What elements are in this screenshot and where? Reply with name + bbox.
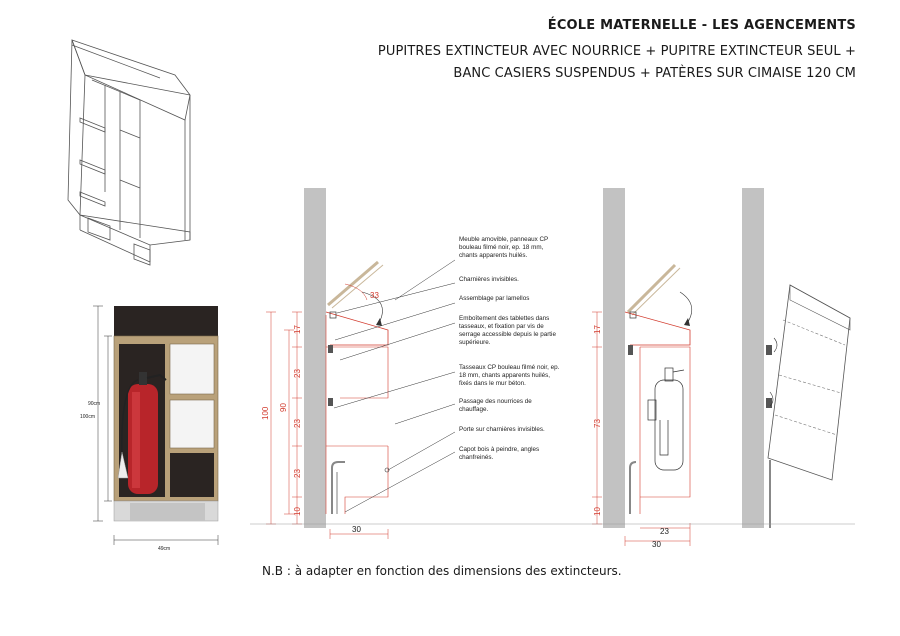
annotation-lamellos: Assemblage par lamellos <box>459 295 530 302</box>
section-casiers <box>742 188 850 528</box>
dim-segment-5: 10 <box>293 507 302 516</box>
angle-dim: 33 <box>370 291 379 300</box>
dim-seul-inner-depth: 23 <box>660 527 669 536</box>
perspective-sketch <box>68 40 190 265</box>
front-dim-width: 49cm <box>158 546 171 552</box>
dim-segment-4: 23 <box>293 469 302 478</box>
subtitle-line-1: PUPITRES EXTINCTEUR AVEC NOURRICE + PUPITRE EXTINCTEUR SEUL + <box>377 44 856 59</box>
footnote: N.B : à adapter en fonction des dimensions des extincteurs. <box>262 564 622 578</box>
dim-segment-3: 23 <box>293 419 302 428</box>
annotation-nourrices: Passage des nourrices de chauffage. <box>459 398 532 413</box>
dim-depth: 30 <box>352 525 361 534</box>
annotation-porte: Porte sur charnières invisibles. <box>459 426 545 433</box>
annotation-meuble: Meuble amovible, panneaux CP bouleau filmé noir, ep. 18 mm, chants apparents huilés. <box>459 236 549 259</box>
annotation-capot: Capot bois à peindre, angles chanfreinés. <box>459 446 540 461</box>
front-dim-overall: 100cm <box>80 414 96 420</box>
dim-segment-2: 23 <box>293 369 302 378</box>
dim-seul-segment-1: 17 <box>593 325 602 334</box>
dim-inner: 90 <box>279 403 288 412</box>
dim-overall: 100 <box>261 406 270 420</box>
dim-seul-depth: 30 <box>652 540 661 549</box>
annotation-charnieres: Charnières invisibles. <box>459 276 519 283</box>
front-dim-inner: 90cm <box>88 401 101 407</box>
section-seul <box>592 188 692 549</box>
subtitle-line-2: BANC CASIERS SUSPENDUS + PATÈRES SUR CIMAISE 120 CM <box>453 66 856 81</box>
annotation-tasseaux: Tasseaux CP bouleau filmé noir, ep. 18 mm, chants apparents huilés, fixés dans le mur béton. <box>459 364 560 387</box>
dim-seul-segment-2: 73 <box>593 419 602 428</box>
annotations <box>459 236 561 461</box>
section-nourrice <box>261 188 389 539</box>
dim-seul-segment-3: 10 <box>593 507 602 516</box>
annotation-emboitement: Emboîtement des tablettes dans tasseaux, et fixation par vis de serrage accessible depuis le partie supérieure. <box>459 315 556 346</box>
page-title: ÉCOLE MATERNELLE - LES AGENCEMENTS <box>547 18 856 33</box>
dim-segment-1: 17 <box>293 325 302 334</box>
leader-lines <box>334 260 455 512</box>
extinguisher-outline-icon <box>648 368 684 470</box>
front-view <box>80 306 218 552</box>
